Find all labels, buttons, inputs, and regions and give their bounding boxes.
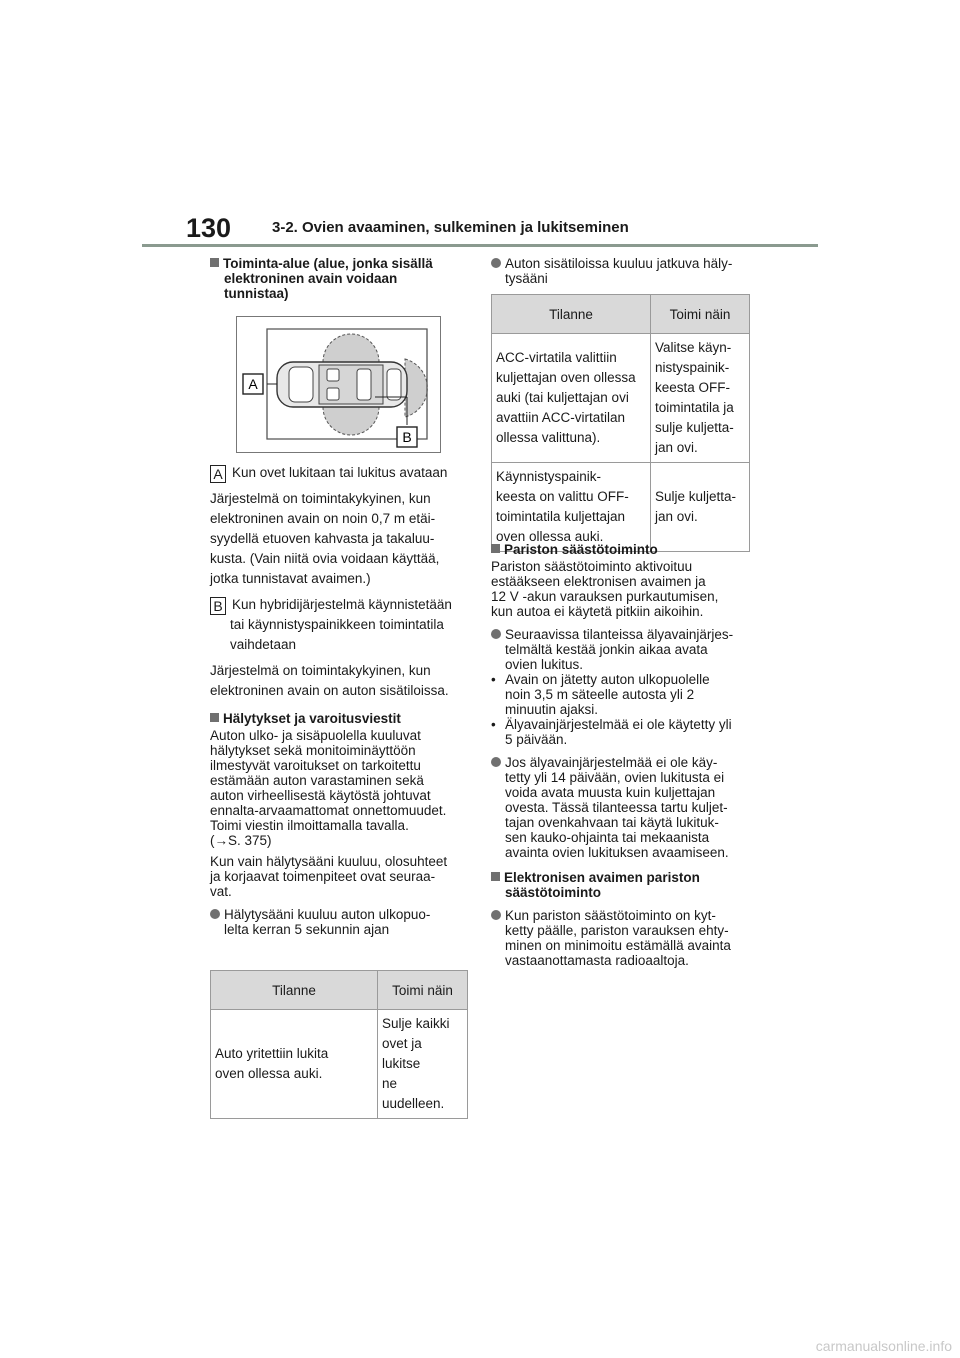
key-range-figure [236, 316, 441, 453]
item-a-description: Järjestelmä on toimintakykyinen, kun elektroninen avain on noin 0,7 m etäi- syydellä etuoven kahvasta ja takaluu- kusta. (Vain niitä ovia voidaan käyttää, jotka tunnistavat avaimen.) [210, 491, 440, 586]
circle-bullet-icon [491, 629, 501, 639]
label-a: A [248, 376, 258, 392]
heading-pariston-saastotoiminto: Pariston säästötoiminto [491, 542, 753, 557]
sub-item: • Älyavainjärjestelmää ei ole käytetty yli 5 päivään. [491, 717, 732, 747]
table-row [492, 463, 750, 552]
windshield [289, 367, 313, 402]
rear-window [387, 369, 401, 400]
watermark[interactable]: carmanualsonline.info [815, 1338, 952, 1354]
item-b-description: Järjestelmä on toimintakykyinen, kun elektroninen avain on auton sisätiloissa. [210, 663, 449, 698]
square-bullet-icon [210, 713, 219, 722]
left-column [210, 256, 468, 301]
table-header: Tilanne [492, 295, 651, 334]
car-range-diagram [237, 317, 440, 452]
table-row [492, 334, 750, 463]
table-cell: ACC-virtatila valittiin kuljettajan oven ollessa auki (tai kuljettajan ovi avattiin ACC-virtatilan ollessa valittuna). [492, 334, 651, 463]
alarm-table-outside [210, 970, 468, 1119]
label-b: B [402, 429, 412, 445]
tailgate-zone [405, 359, 427, 417]
pariston-body: Pariston säästötoiminto aktivoituu estääkseen elektronisen avaimen ja 12 V -akun varauksen purkautumisen, kun autoa ei käytetä pitkiin aikoihin. [491, 559, 719, 619]
header-rule [142, 244, 818, 247]
page-reference: (→S. 375) [210, 833, 272, 848]
table-cell: Sulje kuljetta- jan ovi. [651, 463, 750, 552]
item-a: A Kun ovet lukitaan tai lukitus avataan [210, 463, 468, 483]
table-cell: Valitse käyn- nistyspainik- keesta OFF- toimintatila ja sulje kuljetta- jan ovi. [651, 334, 750, 463]
circle-bullet-icon [491, 757, 501, 767]
section-title: 3-2. Ovien avaaminen, sulkeminen ja lukitseminen [272, 219, 629, 236]
heading-halytykset: Hälytykset ja varoitusviestit [210, 711, 468, 726]
right-column-top [491, 256, 751, 286]
circle-bullet-icon [491, 910, 501, 920]
right-column-lower [491, 542, 753, 968]
label-a-marker: A [210, 465, 226, 483]
circle-bullet-icon [491, 258, 501, 268]
table-cell: Sulje kaikki ovet ja lukitse ne uudelleen. [378, 1010, 468, 1119]
square-bullet-icon [210, 258, 219, 267]
bullet-kun-pariston: Kun pariston säästötoiminto on kyt- ketty päälle, pariston varauksen ehty- minen on minimoitu estämällä avainta vastaanottamasta radioaaltoja. [491, 908, 753, 968]
front-door-zone-right [323, 407, 379, 435]
table-header: Toimi näin [378, 971, 468, 1010]
sub-item: • Avain on jätetty auton ulkopuolelle noin 3,5 m säteelle autosta yli 2 minuutin ajaksi. [491, 672, 710, 717]
label-b-marker: B [210, 597, 226, 615]
item-b: B Kun hybridijärjestelmä käynnistetään tai käynnistyspainikkeen toimintatila vaihdetaan [210, 595, 468, 655]
square-bullet-icon [491, 544, 500, 553]
heading-toiminta-alue: Toiminta-alue (alue, jonka sisällä elektroninen avain voidaan tunnistaa) [210, 256, 468, 301]
halytykset-body: Auton ulko- ja sisäpuolella kuuluvat hälytykset sekä monitoiminäyttöön ilmestyvät varoitukset on tarkoitettu estämään auton varastaminen sekä auton virheellisestä käytöstä johtuvat ennalta-arvaamattomat onnettomuudet. Toimi viestin ilmoittamalla tavalla. (→S. 375) [210, 728, 447, 848]
left-column-lower [210, 463, 468, 937]
bullet-jos-alyavain: Jos älyavainjärjestelmää ei ole käy- tetty yli 14 päivään, ovien lukitusta ei voida avata muusta kuin kuljettajan ovesta. Tässä tilanteessa tartu kuljet- tajan ovenkahvaan tai käytä lukituk- sen kauko-ohjainta tai mekaanista avainta ovien lukituksen avaamiseen. [491, 755, 753, 860]
front-door-zone-left [323, 334, 379, 362]
alarm-table-inside [491, 294, 750, 552]
bullet-seuraavissa: Seuraavissa tilanteissa älyavainjärjes- telmältä kestää jonkin aikaa avata ovien lukitus. [491, 627, 753, 672]
seat-front-right [327, 388, 339, 400]
bullet-ulkopuolelta: Hälytysääni kuuluu auton ulkopuo- lelta kerran 5 sekunnin ajan [210, 907, 468, 937]
rear-seat [357, 369, 371, 400]
table-header: Tilanne [211, 971, 378, 1010]
table-row [211, 1010, 468, 1119]
table-cell: Käynnistyspainik- keesta on valittu OFF- toimintatila kuljettajan oven ollessa auki. [492, 463, 651, 552]
square-bullet-icon [491, 872, 500, 881]
seat-front-left [327, 369, 339, 381]
table-header: Toimi näin [651, 295, 750, 334]
halytykset-body-2: Kun vain hälytysääni kuuluu, olosuhteet ja korjaavat toimenpiteet ovat seuraa- vat. [210, 854, 448, 899]
heading-elektronisen-avaimen: Elektronisen avaimen pariston säästötoiminto [491, 870, 753, 900]
bullet-sisatiloissa: Auton sisätiloissa kuuluu jatkuva häly- tysääni [491, 256, 751, 286]
table-cell: Auto yritettiin lukita oven ollessa auki. [211, 1010, 378, 1119]
page-number: 130 [186, 213, 232, 243]
circle-bullet-icon [210, 909, 220, 919]
